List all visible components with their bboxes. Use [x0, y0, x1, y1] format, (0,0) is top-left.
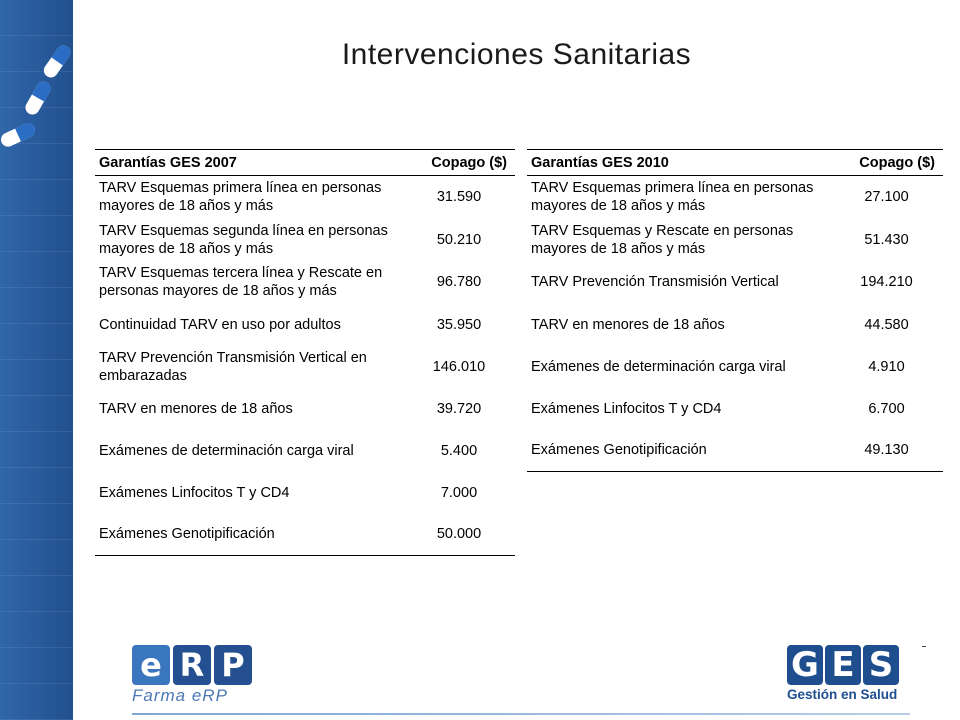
row-label: TARV Prevención Transmisión Vertical en embarazadas — [99, 349, 367, 384]
row-label: TARV en menores de 18 años — [99, 400, 293, 417]
table-row — [95, 219, 515, 261]
row-value: 146.010 — [432, 358, 486, 375]
table-row — [95, 176, 515, 219]
table-row — [527, 430, 943, 472]
row-value: 39.720 — [436, 400, 482, 417]
table-row — [527, 261, 943, 304]
row-label: TARV Esquemas primera línea en personas mayores de 18 años y más — [531, 180, 814, 215]
row-value: 50.210 — [436, 231, 482, 248]
ges-letter-s: S — [863, 645, 899, 685]
row-label: TARV en menores de 18 años — [531, 316, 725, 333]
erp-logo-subtitle: Farma eRP — [132, 686, 228, 705]
row-value: 5.400 — [440, 442, 478, 459]
ges-logo-tiles — [787, 645, 901, 685]
table-row — [527, 176, 943, 219]
row-label: Exámenes Genotipificación — [527, 430, 830, 472]
footer-divider-line — [132, 713, 910, 715]
table-row — [95, 514, 515, 556]
row-label: TARV Prevención Transmisión Vertical — [531, 274, 779, 290]
table-row — [527, 346, 943, 388]
corner-dash-mark — [922, 646, 926, 647]
erp-logo-tiles — [132, 645, 255, 685]
row-label: Exámenes de determinación carga viral — [99, 442, 354, 459]
row-value: 44.580 — [864, 316, 909, 333]
table-row — [95, 388, 515, 430]
ges-letter-g: G — [787, 645, 823, 685]
row-label: TARV Esquemas tercera línea y Rescate en personas mayores de 18 años y más — [99, 265, 383, 299]
row-value: 51.430 — [864, 231, 909, 248]
ges-logo-subtitle: Gestión en Salud — [787, 687, 898, 702]
header-copago-2007: Copago ($) — [403, 150, 515, 176]
header-garantias-2007: Garantías GES 2007 — [95, 150, 403, 176]
row-value: 7.000 — [440, 484, 478, 501]
page-title: Intervenciones Sanitarias — [341, 38, 692, 71]
ges-letter-e: E — [825, 645, 861, 685]
erp-letter-e: e — [132, 645, 170, 685]
table-ges-2007 — [95, 149, 515, 556]
table-row — [95, 304, 515, 346]
header-garantias-2010: Garantías GES 2010 — [527, 150, 830, 176]
table-row — [95, 430, 515, 472]
table-row — [95, 472, 515, 514]
table-row — [527, 388, 943, 430]
table-row — [527, 219, 943, 261]
row-label: Continuidad TARV en uso por adultos — [99, 316, 341, 333]
table-row — [95, 261, 515, 304]
row-value: 31.590 — [436, 189, 482, 206]
row-label: TARV Esquemas y Rescate en personas mayores de 18 años y más — [531, 222, 794, 257]
row-value: 27.100 — [864, 189, 909, 206]
row-value: 50.000 — [403, 514, 515, 556]
row-value: 35.950 — [436, 316, 482, 333]
row-value: 49.130 — [830, 430, 943, 472]
table-ges-2010 — [527, 149, 943, 472]
row-label: TARV Esquemas primera línea en personas mayores de 18 años y más — [99, 180, 382, 215]
row-label: TARV Esquemas segunda línea en personas mayores de 18 años y más — [99, 222, 388, 257]
row-value: 194.210 — [860, 274, 913, 290]
row-label: Exámenes Linfocitos T y CD4 — [99, 484, 290, 501]
row-label: Exámenes Genotipificación — [95, 514, 403, 556]
row-value: 96.780 — [436, 274, 482, 290]
ges-logo — [787, 645, 901, 702]
header-copago-2010: Copago ($) — [830, 150, 943, 176]
row-label: Exámenes Linfocitos T y CD4 — [531, 400, 722, 417]
row-value: 4.910 — [868, 358, 905, 375]
erp-letter-r: R — [173, 645, 211, 685]
pill-capsules-icon — [0, 40, 80, 160]
row-value: 6.700 — [868, 400, 905, 417]
table-row — [527, 304, 943, 346]
row-label: Exámenes de determinación carga viral — [531, 358, 786, 375]
erp-letter-p: P — [214, 645, 252, 685]
farma-erp-logo — [132, 645, 255, 706]
table-row — [95, 346, 515, 388]
